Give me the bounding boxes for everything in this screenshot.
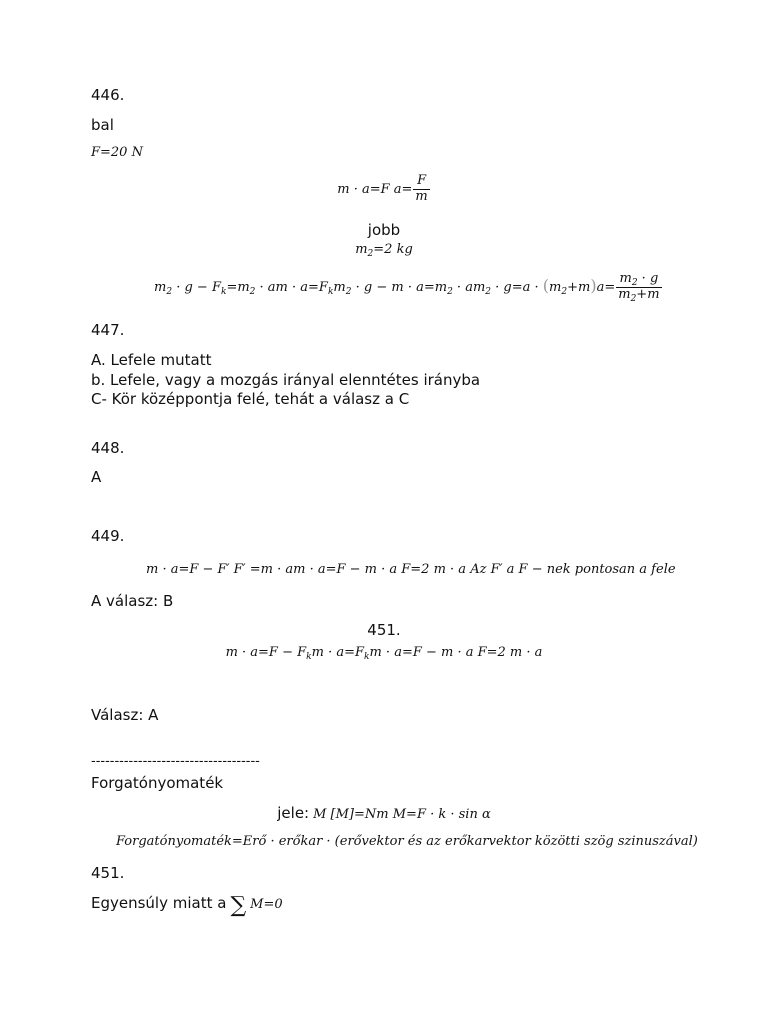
equilibrium-formula: M=0 [250,897,283,912]
section-divider: ------------------------------------ [91,754,260,769]
newton-equation-right: $m_2 \cdot g - F_k=m_2$ · am · $a=F_km_2 \cdot g - m \cdot a=m_2 \cdot am_2 \cdot g=a \cdot (m_2+m)a=$ $\frac{m_2 \cdot g}{m_2+m}$ [154,271,660,304]
problem-451-second-number: 451. [91,864,125,882]
answer-447-a: A. Lefele mutatt [91,351,212,369]
torque-heading: Forgatónyomaték [91,774,224,792]
equilibrium-text: Egyensúly miatt a [91,894,227,912]
torque-symbol-label: jele: [277,804,310,822]
fraction-numerator: F [413,174,429,190]
equation-449: m · a=F − F′ F′ =m · am · a=F − m · a F=2 m · a Az F′ a F − nek pontosan a fele [146,562,676,577]
mass-value: =2 kg [373,242,413,257]
problem-448-number: 448. [91,439,125,457]
answer-451: Válasz: A [91,706,159,724]
sum-symbol: ∑ [230,893,247,918]
equilibrium-line [91,893,283,919]
equation-prefix: m · a=F a= [337,181,413,197]
mass-subscript: 2 [367,249,374,259]
answer-448: A [91,468,102,486]
newton-equation-left [0,174,768,205]
problem-449-number: 449. [91,527,125,545]
answer-449: A válasz: B [91,592,174,610]
right-side-label: jobb [367,221,401,239]
equation-451: $m \cdot a=F - F_km \cdot a=F_km \cdot a=F - m \cdot a$ F=2 m · a [225,645,543,662]
answer-447-c: C- Kör középpontja felé, tehát a válasz a C [91,390,410,408]
mass-symbol: m [355,242,368,257]
problem-446-number: 446. [91,86,125,104]
torque-definition: Forgatónyomaték=Erő · erőkar · (erővektor és az erőkarvektor közötti szög szinuszával) [116,834,698,849]
torque-symbol-formula: M [M]=Nm M=F · k · sin α [313,807,491,822]
fraction-f-over-m [413,174,429,205]
force-given: F=20 N [91,145,143,160]
problem-451-number: 451. [367,621,401,639]
torque-symbol-line [0,804,768,823]
problem-447-number: 447. [91,321,125,339]
mass-given [0,242,768,258]
left-side-label: bal [91,116,114,134]
answer-447-b: b. Lefele, vagy a mozgás irányal elenntétes irányba [91,371,481,389]
fraction-denominator: m [415,188,428,204]
